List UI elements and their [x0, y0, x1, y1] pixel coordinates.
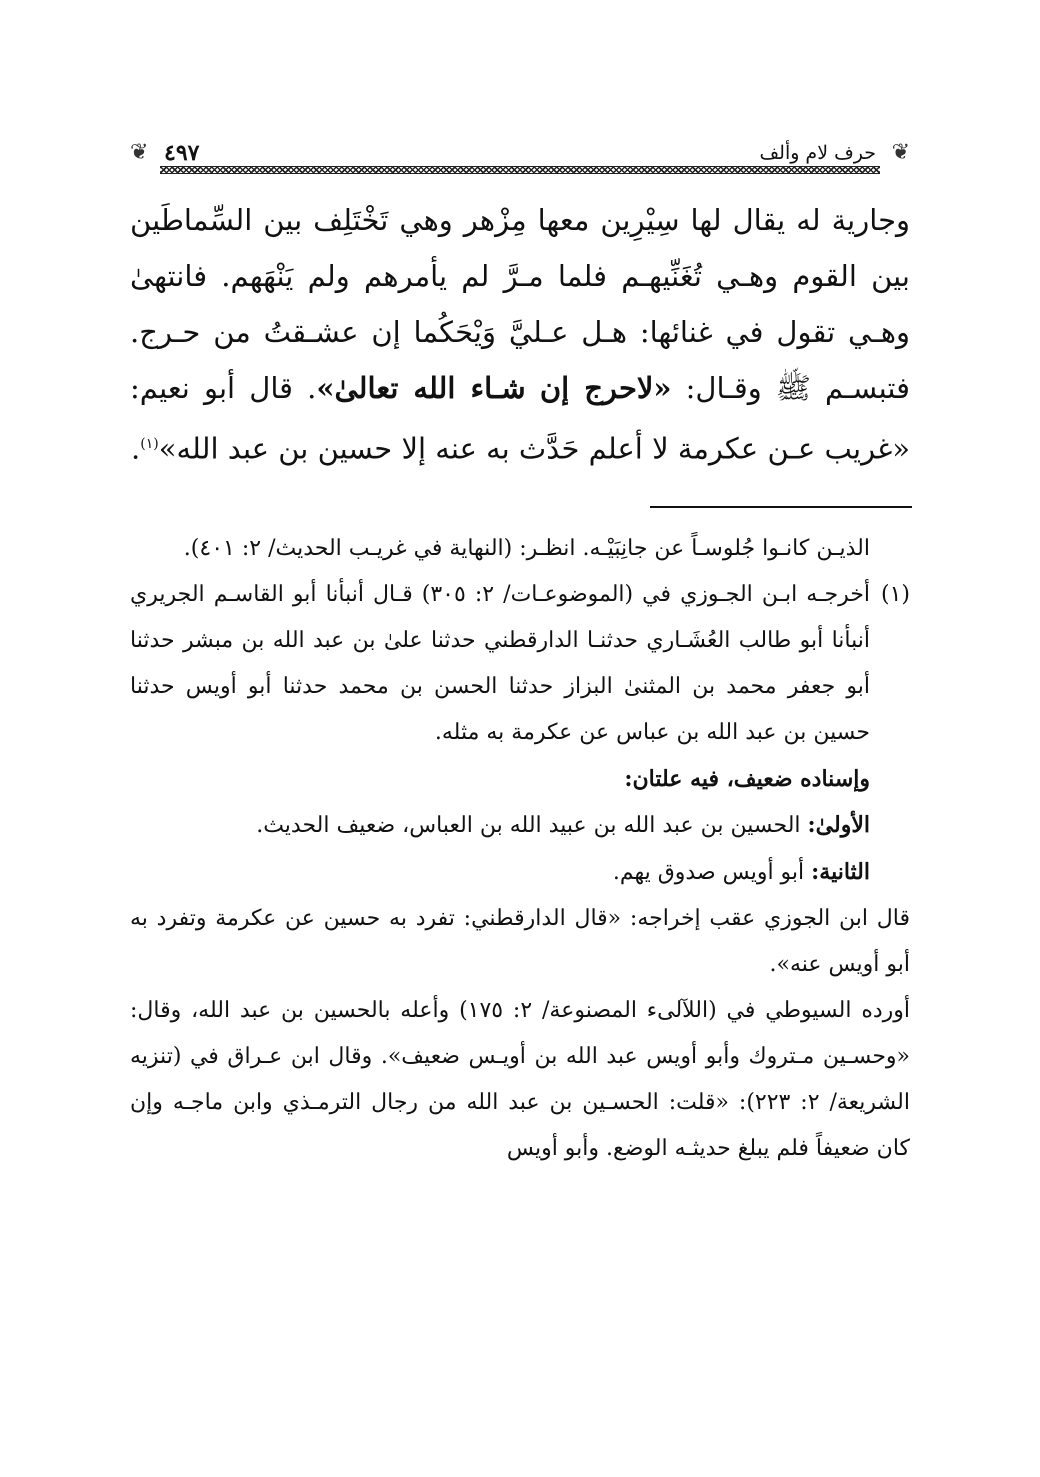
- footnote-continuation: [130, 526, 910, 572]
- footnote-line: قال ابن الجوزي عقب إخراجه: «قال الدارقطني: تفرد به حسين عن عكرمة: [215, 906, 910, 931]
- footnote-line: الذيـن كانـوا جُلوسـاً عن جانِبَيْـه. انظـر: (النهاية في غريـب الحديث/ ٢:: [241, 536, 870, 561]
- header-ornamental-band: [160, 166, 880, 174]
- footnote-line: وتفرد به أبو أويس عنه».: [130, 906, 910, 977]
- second-defect-text: أبو أويس صدوق يهم.: [612, 860, 812, 885]
- footnote-line: وقال: «وحسـين مـتروك وأبو أويس عبد الله بن أويـس ضعيف». وقال ابن: [130, 998, 910, 1069]
- second-defect: [130, 849, 870, 896]
- first-defect-text: الحسين بن عبد الله بن عبيد الله بن العباس، ضعيف الحديث.: [256, 813, 808, 838]
- hadith-quote-bold: شـاء الله تعالىٰ»: [316, 371, 526, 405]
- ornament-icon: ❦: [130, 140, 149, 165]
- isnad-title: وإسناده ضعيف، فيه علتان:: [624, 766, 870, 792]
- footnote-text: [130, 572, 870, 756]
- footnote-paragraph-1: [130, 896, 910, 988]
- footnotes: [130, 526, 910, 1172]
- second-defect-label: الثانية:: [811, 859, 870, 885]
- footnote-line: الترمـذي وابن ماجـه وإن كان ضعيفاً فلم يبلغ حديثـه الوضع. وأبو أويس: [130, 1090, 910, 1161]
- main-text-segment: وجارية له يقال لها سِيْرِين معها مِزْهر وهي تَخْتَلِف بين السِّماطَين بين القوم: [130, 203, 911, 293]
- main-text-segment: . قال أبو نعيم: «غريب عـن عكرمة لا أعلم حَدَّث به عنه: [130, 371, 910, 466]
- footnote-line: ٤٠١).: [183, 536, 235, 561]
- footnote-separator: [650, 506, 912, 508]
- footnote-line: بن مبشر حدثنا أبو جعفر محمد بن المثنىٰ البزاز حدثنا الحسن بن محمد حدثنا: [130, 628, 870, 699]
- footnote-number: (١): [880, 582, 910, 607]
- main-text-segment: إلا حسين بن عبد الله»: [158, 431, 427, 466]
- footnote-1: [130, 572, 910, 896]
- footnote-line: أخرجـه ابـن الجـوزي في (الموضوعـات/ ٢: ٣٠٥) قـال أنبأنا أبو القاسـم: [213, 582, 870, 607]
- first-defect-label: الأولىٰ:: [807, 812, 870, 838]
- main-text: [130, 192, 910, 477]
- hadith-quote-bold: «لاحرج إن: [539, 371, 672, 405]
- ornament-icon: ❦: [891, 140, 910, 165]
- footnote-line: الجريري أنبأنا أبو طالب العُشَـاري حدثنـا الدارقطني حدثنا علىٰ بن عبد الله: [130, 582, 871, 653]
- main-text-segment: هـل عـليَّ وَيْحَكُما إن عشـقتُ من حـرج. فتبسـم ﷺ وقـال:: [130, 315, 911, 405]
- running-header: [130, 140, 910, 178]
- chapter-title: حرف لام وألف: [759, 142, 876, 164]
- footnote-line: أبو أويس حدثنا حسين بن عبد الله بن عباس عن عكرمة به مثله.: [130, 674, 870, 745]
- footnote-marker[interactable]: (١): [140, 436, 159, 452]
- footnote-line: أورده السيوطي في (اللآلىء المصنوعة/ ٢: ١٧٥) وأعله بالحسين بن عبد الله،: [191, 998, 911, 1023]
- footnote-line: عـراق في (تنزيه الشريعة/ ٢: ٢٢٣): «قلت: الحسـين بن عبد الله من رجال: [130, 1044, 910, 1115]
- main-text-segment: وهـي تُغَنِّيهـم فلما مـرَّ لم يأمرهم ولم يَنْهَهم. فانتهىٰ وهـي تقول في غنائها:: [130, 259, 911, 349]
- main-paragraph: [130, 192, 910, 477]
- footnote-paragraph-2: [130, 988, 910, 1172]
- page-number: ٤٩٧: [164, 140, 200, 166]
- main-text-segment: .: [131, 431, 141, 466]
- first-defect: [130, 802, 870, 849]
